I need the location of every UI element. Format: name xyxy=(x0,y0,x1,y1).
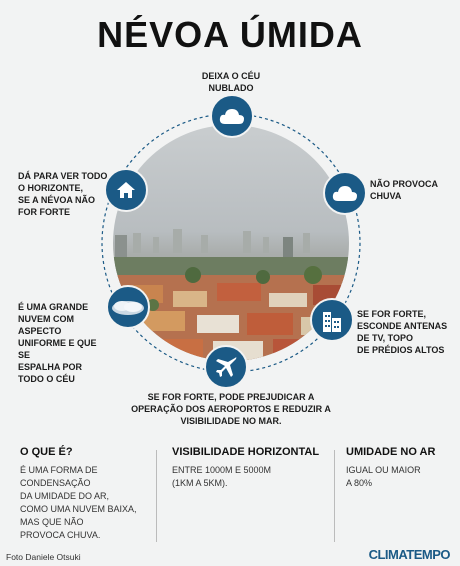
section-divider xyxy=(156,450,157,542)
note-right-upper: NÃO PROVOCA CHUVA xyxy=(370,179,439,201)
fog-cloud-icon xyxy=(106,285,150,329)
note-left-upper: DÁ PARA VER TODO O HORIZONTE, SE A NÉVOA NÃO FOR FORTE xyxy=(18,171,108,217)
note-right-lower: SE FOR FORTE, ESCONDE ANTENAS DE TV, TOPO DE PRÉDIOS ALTOS xyxy=(357,309,448,355)
cloud-icon xyxy=(323,171,367,215)
section-divider xyxy=(334,450,335,542)
brand-logo: CLIMATEMPO xyxy=(368,547,450,562)
note-bottom: SE FOR FORTE, PODE PREJUDICAR A OPERAÇÃO DOS AEROPORTOS E REDUZIR A VISIBILIDADE NO MAR. xyxy=(131,392,331,426)
photo-credit: Foto Daniele Otsuki xyxy=(6,552,81,562)
section-humidity: UMIDADE NO AR IGUAL OU MAIOR A 80% xyxy=(346,446,436,488)
cloud-icon xyxy=(210,94,254,138)
section-what-is: O QUE É? É UMA FORMA DE CONDENSAÇÃO DA UMIDADE DO AR, COMO UMA NUVEM BAIXA, MAS QUE NÃO PROVOCA CHUVA. xyxy=(20,446,137,540)
house-icon xyxy=(104,168,148,212)
page-title: NÉVOA ÚMIDA xyxy=(97,14,363,55)
info-sections xyxy=(0,446,460,546)
buildings-icon xyxy=(310,298,354,342)
note-left-lower: É UMA GRANDE NUVEM COM ASPECTO UNIFORME E QUE SE ESPALHA POR TODO O CÉU xyxy=(18,302,97,384)
section-visibility: VISIBILIDADE HORIZONTAL ENTRE 1000M E 5000M (1KM A 5KM). xyxy=(172,446,320,488)
note-top: DEIXA O CÉU NUBLADO xyxy=(201,71,261,93)
airplane-icon xyxy=(204,345,248,389)
